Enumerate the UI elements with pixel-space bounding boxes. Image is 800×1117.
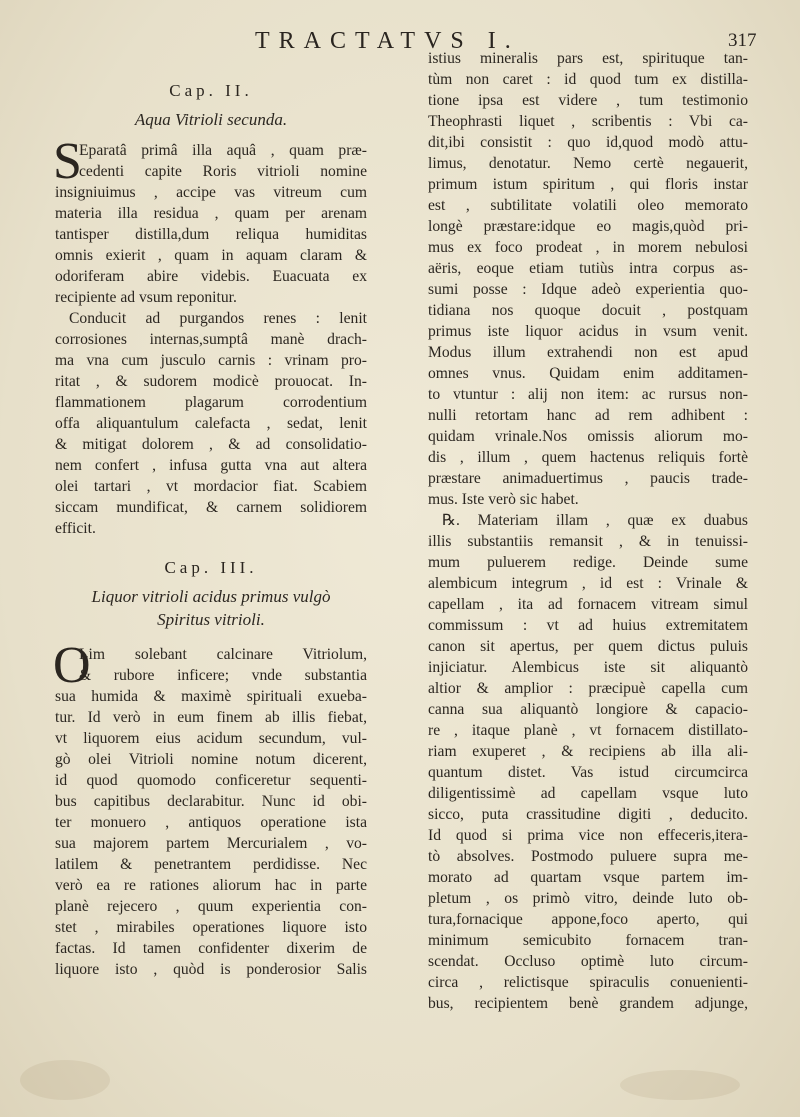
text-line: tùm non caret : id quod tum ex distilla-	[428, 71, 748, 88]
text-line: injiciatur. Alembicus iste sit aliquantò	[428, 659, 748, 676]
text-line: materia illa residua , quam per arenam	[55, 205, 367, 222]
text-line: ter monuero , antiquos operatione ista	[55, 814, 367, 831]
running-title: TRACTATVS I.	[255, 28, 520, 54]
text-line: to vtuntur : alij non item: ac rursus non-	[428, 386, 748, 403]
text-line: offa aliquantulum calefacta , sedat, lenit	[55, 415, 367, 432]
left-column	[55, 60, 367, 980]
text-line: nem confert , infusa gutta vna aut altera	[55, 457, 367, 474]
text-line: Lim solebant calcinare Vitriolum,	[79, 646, 367, 663]
text-line: primus iste liquor acidus in vsum venit.	[428, 323, 748, 340]
text-line: vt liquorem eius acidum secundum, vul-	[55, 730, 367, 747]
text-line: istius mineralis pars est, spirituque tan-	[428, 50, 748, 67]
text-line: limus, denotatur. Nemo certè negauerit,	[428, 155, 748, 172]
text-line: altior & amplior : præcipuè capella cum	[428, 680, 748, 697]
page-number: 317	[728, 30, 757, 51]
text-line: tione ipsa est videre , tum testimonio	[428, 92, 748, 109]
text-line: Id quod si prima vice non effeceris,itera-	[428, 827, 748, 844]
text-line: ℞. Materiam illam , quæ ex duabus	[442, 512, 748, 529]
right-column	[428, 48, 748, 1014]
text-line: minimum semicubito fornacem tran-	[428, 932, 748, 949]
text-line: siccam mundificat, & carnem solidiorem	[55, 499, 367, 516]
text-line: stet , mirabiles operationes liquore isto	[55, 919, 367, 936]
text-line: planè rejecero , quum experientia con-	[55, 898, 367, 915]
text-line: omnes vnus. Quidam enim additamen-	[428, 365, 748, 382]
text-line: illis substantiis remansit , & in tenuissi-	[428, 533, 748, 550]
text-line: mus. Iste verò sic habet.	[428, 491, 579, 508]
text-line: factas. Id tamen confidenter dixerim de	[55, 940, 367, 957]
text-line: re , itaque planè , vt fornacem distillato-	[428, 722, 748, 739]
text-line: ma vna cum jusculo carnis : vrinam pro-	[55, 352, 367, 369]
text-line: mus ex foco prodeat , in morem nebulosi	[428, 239, 748, 256]
text-line: & mitigat dolorem , & ad consolidatio-	[55, 436, 367, 453]
paper-stain	[20, 1060, 110, 1100]
text-line: canon sit apertus, per quem dictus puluis	[428, 638, 748, 655]
text-line: omnis exierit , quam in aquam claram &	[55, 247, 367, 264]
drop-cap: S	[53, 133, 82, 190]
text-line: est , subtilitate volatili oleo memorato	[428, 197, 748, 214]
text-line: tidiana nos quoque docuit , postquam	[428, 302, 748, 319]
text-line: commissum : vt ad huius extremitatem	[428, 617, 748, 634]
chapter-title: Spiritus vitrioli.	[157, 610, 265, 629]
text-line: Theophrasti liquet , scribentis : Vbi ca-	[428, 113, 748, 130]
text-line: Conducit ad purgandos renes : lenit	[69, 310, 367, 327]
text-line: odoriferam abire videbis. Euacuata ex	[55, 268, 367, 285]
text-line: sicco, puta crassitudine digiti , deducito.	[428, 806, 748, 823]
text-line: dis , illum , quem hactenus reliquis fortè	[428, 449, 748, 466]
text-line: cedenti capite Roris vitrioli nomine	[79, 163, 367, 180]
text-line: primum istum spiritum , qui floris instar	[428, 176, 748, 193]
text-line: mum puluerem redige. Deinde sume	[428, 554, 748, 571]
text-line: circa , relictisque spiraculis conuenienti-	[428, 974, 748, 991]
text-line: dit,ibi consistit : quo id,quod modò attu-	[428, 134, 748, 151]
text-line: capellam , ita ad fornacem vitream simul	[428, 596, 748, 613]
paragraph	[53, 637, 367, 980]
text-line: pletum , os primò vitro, deinde luto ob-	[428, 890, 748, 907]
text-line: insigniuimus , accipe vas vitreum cum	[55, 184, 367, 201]
text-line: diligentissimè ad capellam vsque luto	[428, 785, 748, 802]
text-line: ritat , & sudorem modicè prouocat. In-	[55, 373, 367, 390]
text-line: recipiente ad vsum reponitur.	[55, 289, 237, 306]
text-line: id quod quomodo conficeretur sequenti-	[55, 772, 367, 789]
text-line: Eparatâ primâ illa aquâ , quam præ-	[79, 142, 367, 159]
text-line: olei tartari , vt mordacior fiat. Scabiem	[55, 478, 367, 495]
text-line: efficit.	[55, 520, 96, 537]
text-line: quantum distet. Vas istud circumcirca	[428, 764, 748, 781]
chapter-title: Liquor vitrioli acidus primus vulgò	[91, 587, 331, 606]
text-line: bus capitibus declarabitur. Nunc id obi-	[55, 793, 367, 810]
text-line: tò absolves. Postmodo puluere supra me-	[428, 848, 748, 865]
text-line: bus, recipientem benè grandem adjunge,	[428, 995, 748, 1012]
text-line: longè præstare:idque eo magis,quòd pri-	[428, 218, 748, 235]
chapter-heading: Cap. II.	[169, 81, 253, 100]
text-line: aëris, eoque etiam tutiùs intra corpus as-	[428, 260, 748, 277]
text-line: sua humida & maximè spirituali exueba-	[55, 688, 367, 705]
text-line: gò olei Vitrioli nomine notum dicerent,	[55, 751, 367, 768]
text-line: sumi posse : Idque adeò experientia quo-	[428, 281, 748, 298]
paragraph	[53, 133, 367, 539]
text-line: flammationem plagarum corrodentium	[55, 394, 367, 411]
chapter-heading: Cap. III.	[164, 558, 258, 577]
text-line: corrosiones internas,sumptâ manè drach-	[55, 331, 367, 348]
text-line: præstare animaduertimus , paucis trade-	[428, 470, 748, 487]
text-line: tura,fornacique appone,foco aperto, qui	[428, 911, 748, 928]
text-line: & rubore inficere; vnde substantia	[79, 667, 367, 684]
text-line: Modus illum extrahendi non est apud	[428, 344, 748, 361]
text-line: scendat. Occluso optimè luto circum-	[428, 953, 748, 970]
text-line: liquore isto , quòd is ponderosior Salis	[55, 961, 367, 978]
text-line: verò ea re rationes aliorum hac in parte	[55, 877, 367, 894]
text-line: latilem & penetrantem perdidisse. Nec	[55, 856, 367, 873]
text-line: tur. Id verò in eum finem ab illis fiebat,	[55, 709, 367, 726]
drop-cap: O	[53, 637, 91, 694]
text-line: canna sua aliquantò longiore & capacio-	[428, 701, 748, 718]
text-line: nulli retortam hanc ad rem adhibent :	[428, 407, 748, 424]
chapter-title: Aqua Vitrioli secunda.	[134, 110, 288, 129]
paper-stain	[620, 1070, 740, 1100]
text-line: riam exuperet , & recipiens ab illa ali-	[428, 743, 748, 760]
text-line: sua majorem partem Mercurialem , vo-	[55, 835, 367, 852]
text-line: tantisper distilla,dum reliqua humiditas	[55, 226, 367, 243]
text-line: morato ad quartam vsque partem im-	[428, 869, 748, 886]
text-line: quidam vrinale.Nos omissis aliorum mo-	[428, 428, 748, 445]
text-line: alembicum integrum , id est : Vrinale &	[428, 575, 748, 592]
